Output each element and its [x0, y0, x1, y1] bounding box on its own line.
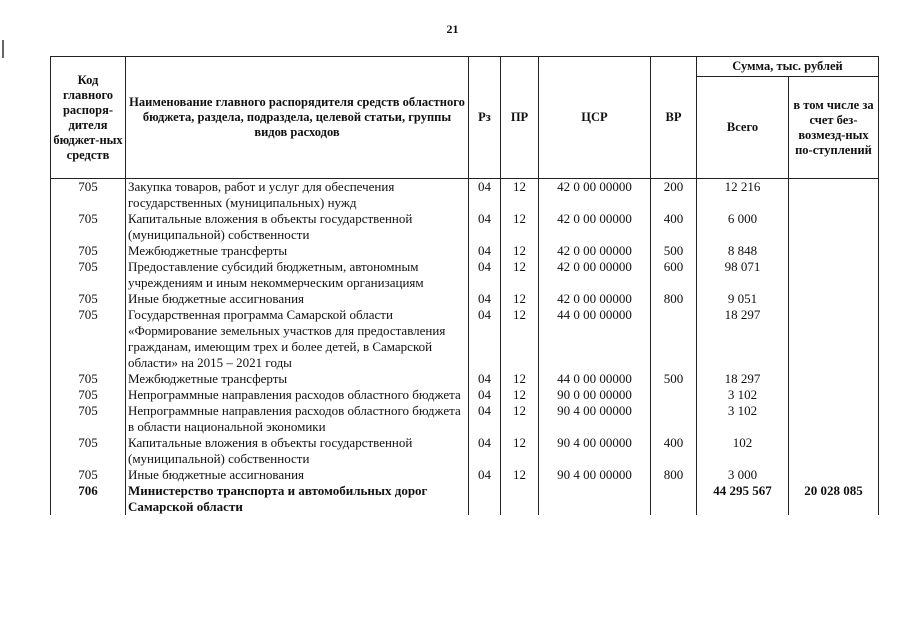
page-number: 21 [446, 22, 459, 36]
table-row [51, 291, 879, 307]
cell-vr [651, 387, 697, 403]
table-row [51, 403, 879, 435]
cell-name: Иные бюджетные ассигнования [126, 291, 469, 307]
cell-free [789, 179, 879, 212]
cell-pr: 12 [501, 259, 539, 291]
cell-free: 20 028 085 [789, 483, 879, 515]
header-name: Наименование главного распорядителя средств областного бюджета, раздела, подраздела, целевой статьи, группы видов расходов [126, 57, 469, 179]
cell-total: 6 000 [697, 211, 789, 243]
header-free: в том числе за счет без-возмезд-ных по-ступлений [789, 77, 879, 179]
cell-vr [651, 403, 697, 435]
cell-pr: 12 [501, 371, 539, 387]
cell-code: 705 [51, 467, 126, 483]
cell-total: 3 102 [697, 387, 789, 403]
cell-name: Министерство транспорта и автомобильных дорог Самарской области [126, 483, 469, 515]
cell-csr: 42 0 00 00000 [539, 179, 651, 212]
cell-rz: 04 [469, 259, 501, 291]
cell-csr: 42 0 00 00000 [539, 243, 651, 259]
cell-csr: 90 4 00 00000 [539, 403, 651, 435]
cell-total: 18 297 [697, 307, 789, 371]
cell-pr: 12 [501, 387, 539, 403]
cell-code: 705 [51, 243, 126, 259]
cell-vr: 500 [651, 243, 697, 259]
header-code: Код главного распоря-дителя бюджет-ных средств [51, 57, 126, 179]
cell-name: Закупка товаров, работ и услуг для обеспечения государственных (муниципальных) нужд [126, 179, 469, 212]
budget-table [50, 56, 879, 515]
cell-csr: 90 0 00 00000 [539, 387, 651, 403]
cell-name: Капитальные вложения в объекты государственной (муниципальной) собственности [126, 435, 469, 467]
cell-name: Иные бюджетные ассигнования [126, 467, 469, 483]
cell-free [789, 371, 879, 387]
header-pr: ПР [501, 57, 539, 179]
cell-vr [651, 483, 697, 515]
cell-free [789, 291, 879, 307]
cell-csr: 42 0 00 00000 [539, 211, 651, 243]
header-sum: Сумма, тыс. рублей [697, 57, 879, 77]
cell-total: 102 [697, 435, 789, 467]
cell-code: 705 [51, 179, 126, 212]
cell-code: 705 [51, 435, 126, 467]
cell-vr: 800 [651, 467, 697, 483]
table-row [51, 467, 879, 483]
cell-total: 3 000 [697, 467, 789, 483]
table-row [51, 371, 879, 387]
cell-free [789, 307, 879, 371]
table-body [51, 179, 879, 516]
cell-rz: 04 [469, 243, 501, 259]
cell-rz: 04 [469, 291, 501, 307]
cell-code: 706 [51, 483, 126, 515]
table-row [51, 211, 879, 243]
cell-free [789, 435, 879, 467]
cell-rz: 04 [469, 403, 501, 435]
cell-csr: 90 4 00 00000 [539, 467, 651, 483]
cell-name: Предоставление субсидий бюджетным, автономным учреждениям и иным некоммерческим организациям [126, 259, 469, 291]
cell-free [789, 259, 879, 291]
cell-total: 18 297 [697, 371, 789, 387]
header-csr: ЦСР [539, 57, 651, 179]
cell-pr: 12 [501, 467, 539, 483]
cell-free [789, 387, 879, 403]
cell-vr: 200 [651, 179, 697, 212]
table-row [51, 435, 879, 467]
cell-pr: 12 [501, 179, 539, 212]
header-vr: ВР [651, 57, 697, 179]
cell-free [789, 211, 879, 243]
table-row [51, 179, 879, 212]
cell-name: Непрограммные направления расходов областного бюджета в области национальной экономики [126, 403, 469, 435]
cell-pr: 12 [501, 291, 539, 307]
header-total: Всего [697, 77, 789, 179]
cell-name: Государственная программа Самарской области «Формирование земельных участков для предоставления гражданам, имеющим трех и более детей, в Самарской области» на 2015 – 2021 годы [126, 307, 469, 371]
cell-pr: 12 [501, 243, 539, 259]
cell-vr: 800 [651, 291, 697, 307]
cell-total: 9 051 [697, 291, 789, 307]
cell-free [789, 467, 879, 483]
cell-code: 705 [51, 403, 126, 435]
cell-code: 705 [51, 307, 126, 371]
cell-code: 705 [51, 387, 126, 403]
cell-pr: 12 [501, 403, 539, 435]
cell-total: 3 102 [697, 403, 789, 435]
scan-margin-mark [2, 40, 4, 58]
cell-rz: 04 [469, 467, 501, 483]
cell-total: 8 848 [697, 243, 789, 259]
cell-code: 705 [51, 371, 126, 387]
cell-code: 705 [51, 211, 126, 243]
cell-name: Межбюджетные трансферты [126, 243, 469, 259]
cell-vr: 400 [651, 211, 697, 243]
cell-pr: 12 [501, 211, 539, 243]
table-row [51, 387, 879, 403]
cell-total: 12 216 [697, 179, 789, 212]
table-row [51, 243, 879, 259]
cell-csr: 90 4 00 00000 [539, 435, 651, 467]
cell-csr: 42 0 00 00000 [539, 259, 651, 291]
cell-rz: 04 [469, 307, 501, 371]
cell-vr: 400 [651, 435, 697, 467]
cell-code: 705 [51, 259, 126, 291]
cell-pr [501, 483, 539, 515]
table-row [51, 483, 879, 515]
cell-free [789, 243, 879, 259]
cell-csr: 42 0 00 00000 [539, 291, 651, 307]
cell-rz: 04 [469, 211, 501, 243]
cell-rz: 04 [469, 435, 501, 467]
cell-csr: 44 0 00 00000 [539, 307, 651, 371]
cell-rz [469, 483, 501, 515]
header-rz: Рз [469, 57, 501, 179]
cell-rz: 04 [469, 179, 501, 212]
cell-rz: 04 [469, 387, 501, 403]
cell-vr: 600 [651, 259, 697, 291]
cell-name: Капитальные вложения в объекты государственной (муниципальной) собственности [126, 211, 469, 243]
cell-csr: 44 0 00 00000 [539, 371, 651, 387]
cell-vr [651, 307, 697, 371]
cell-name: Межбюджетные трансферты [126, 371, 469, 387]
cell-total: 44 295 567 [697, 483, 789, 515]
cell-free [789, 403, 879, 435]
cell-name: Непрограммные направления расходов областного бюджета [126, 387, 469, 403]
table-row [51, 307, 879, 371]
cell-code: 705 [51, 291, 126, 307]
cell-total: 98 071 [697, 259, 789, 291]
cell-rz: 04 [469, 371, 501, 387]
cell-vr: 500 [651, 371, 697, 387]
cell-pr: 12 [501, 435, 539, 467]
cell-csr [539, 483, 651, 515]
cell-pr: 12 [501, 307, 539, 371]
table-row [51, 259, 879, 291]
